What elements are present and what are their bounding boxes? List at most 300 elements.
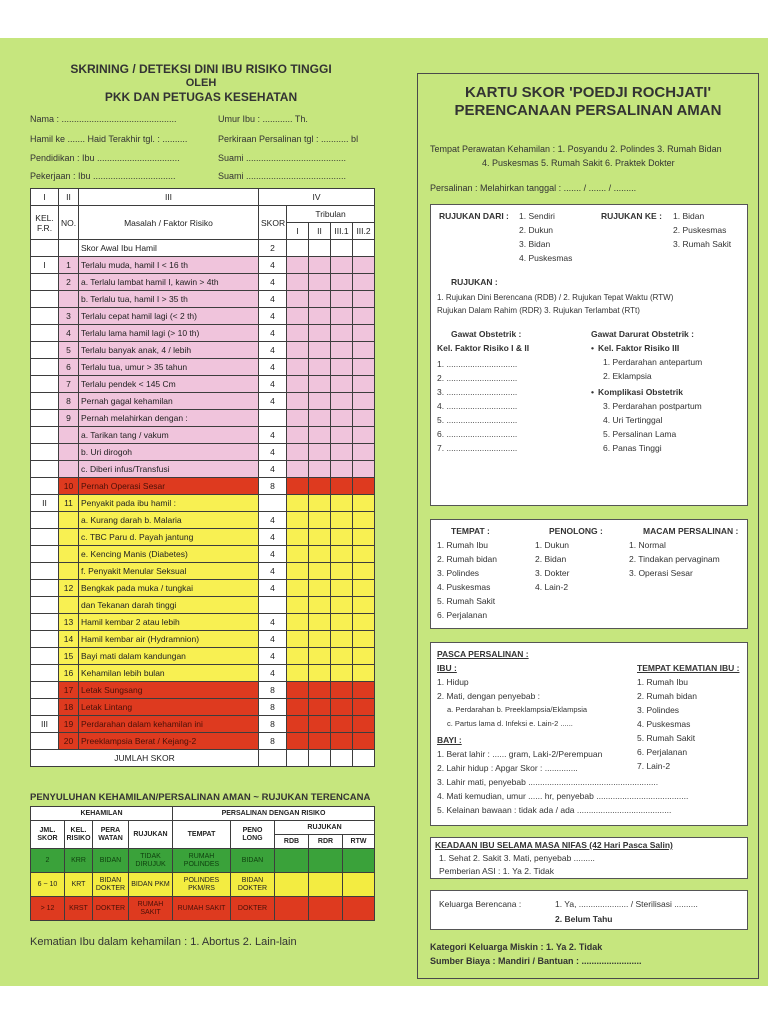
kel-fr-label: Kel. Faktor Risiko I & II: [437, 343, 530, 353]
nifas-box: [430, 837, 748, 879]
macam-persalinan-item: 1. Normal: [629, 540, 666, 550]
tribulan-cell[interactable]: [287, 359, 309, 376]
header-rujukan-kehamilan: RUJUKAN: [129, 821, 173, 849]
jumlah-tribulan-cell[interactable]: [331, 750, 353, 767]
tempat-kematian-item: 6. Perjalanan: [637, 747, 688, 757]
masalah-cell: Pernah gagal kehamilan: [79, 393, 259, 410]
tribulan-cell[interactable]: [309, 478, 331, 495]
pasca-label: PASCA PERSALINAN :: [437, 649, 529, 659]
id-pendidikan: Pendidikan : Ibu .................................: [30, 153, 180, 163]
kel-fr-cell: [31, 359, 59, 376]
tribulan-cell[interactable]: [353, 665, 375, 682]
komplikasi-item: 5. Persalinan Lama: [603, 429, 677, 439]
tribulan-cell[interactable]: [287, 444, 309, 461]
masalah-cell: Pernah melahirkan dengan :: [79, 410, 259, 427]
tribulan-cell[interactable]: [331, 257, 353, 274]
tribulan-cell[interactable]: [287, 682, 309, 699]
tribulan-cell[interactable]: [331, 597, 353, 614]
header-kel-fr: KEL. F.R.: [31, 206, 59, 240]
no-cell: 15: [59, 648, 79, 665]
tribulan-cell[interactable]: [331, 359, 353, 376]
penyuluhan-cell[interactable]: [275, 897, 309, 921]
tribulan-cell[interactable]: [287, 631, 309, 648]
tribulan-cell[interactable]: [309, 563, 331, 580]
kel-fr-cell: [31, 597, 59, 614]
masalah-cell: f. Penyakit Menular Seksual: [79, 563, 259, 580]
tribulan-cell[interactable]: [331, 478, 353, 495]
tribulan-cell[interactable]: [331, 716, 353, 733]
tribulan-cell[interactable]: [309, 682, 331, 699]
header-rujukan-persalinan: RUJUKAN: [275, 821, 375, 835]
penyuluhan-row: [31, 897, 375, 921]
tribulan-cell[interactable]: [309, 733, 331, 750]
tribulan-cell[interactable]: [353, 563, 375, 580]
no-cell: 13: [59, 614, 79, 631]
nifas-row-2: Pemberian ASI : 1. Ya 2. Tidak: [439, 866, 554, 876]
macam-persalinan-item: 2. Tindakan pervaginam: [629, 554, 720, 564]
masalah-cell: Terlalu cepat hamil lagi (< 2 th): [79, 308, 259, 325]
tribulan-cell[interactable]: [287, 580, 309, 597]
ibu-penyebab-2: c. Partus lama d. Infeksi e. Lain-2 ......: [447, 719, 573, 728]
penolong-item: 4. Lain-2: [535, 582, 569, 592]
penyuluhan-cell: RUMAH SAKIT: [173, 897, 231, 921]
tribulan-cell[interactable]: [309, 546, 331, 563]
risk-row: [31, 478, 375, 495]
penolong-label: PENOLONG :: [549, 526, 603, 536]
tribulan-cell[interactable]: [309, 393, 331, 410]
skor-cell: 4: [259, 614, 287, 631]
masalah-cell: a. Terlalu lambat hamil I, kawin > 4th: [79, 274, 259, 291]
tempat-perawatan-2: 4. Puskesmas 5. Rumah Sakit 6. Praktek Dokter: [482, 158, 675, 168]
no-cell: [59, 512, 79, 529]
tribulan-cell[interactable]: [331, 648, 353, 665]
header-skor: SKOR: [259, 206, 287, 240]
skor-cell: 4: [259, 546, 287, 563]
tribulan-cell[interactable]: [287, 291, 309, 308]
risk-row: [31, 495, 375, 512]
skor-cell: 4: [259, 444, 287, 461]
kel-fr-cell: [31, 342, 59, 359]
penyuluhan-cell: BIDAN DOKTER: [93, 873, 129, 897]
tribulan-cell[interactable]: [309, 580, 331, 597]
penyuluhan-title: PENYULUHAN KEHAMILAN/PERSALINAN AMAN ~ RUJUKAN TERENCANA: [30, 792, 371, 803]
tribulan-cell[interactable]: [353, 682, 375, 699]
tempat-item: 3. Polindes: [437, 568, 480, 578]
tribulan-cell[interactable]: [287, 546, 309, 563]
tribulan-cell[interactable]: [331, 546, 353, 563]
tribulan-cell[interactable]: [353, 308, 375, 325]
tribulan-cell[interactable]: [353, 648, 375, 665]
bayi-item: 2. Lahir hidup : Apgar Skor : ..............: [437, 763, 578, 773]
tribulan-cell[interactable]: [287, 478, 309, 495]
risk-row: [31, 699, 375, 716]
no-cell: 8: [59, 393, 79, 410]
tribulan-cell[interactable]: [309, 716, 331, 733]
penyuluhan-cell[interactable]: [309, 873, 343, 897]
tribulan-cell[interactable]: [287, 597, 309, 614]
tribulan-cell[interactable]: [287, 699, 309, 716]
tribulan-cell[interactable]: [287, 274, 309, 291]
penyuluhan-cell: TIDAK DIRUJUK: [129, 849, 173, 873]
header-tribulan: Tribulan: [287, 206, 375, 223]
kel-fr-cell: [31, 529, 59, 546]
komplikasi-label: • Komplikasi Obstetrik: [591, 387, 683, 397]
penyuluhan-table: [30, 806, 375, 921]
skor-cell: 8: [259, 682, 287, 699]
rujukan-ke-item: 3. Rumah Sakit: [673, 239, 732, 249]
penyuluhan-cell: KRST: [65, 897, 93, 921]
no-cell: [59, 444, 79, 461]
tribulan-cell[interactable]: [353, 716, 375, 733]
rujukan-type-2: Rujukan Dalam Rahim (RDR) 3. Rujukan Terlambat (RTt): [437, 306, 640, 315]
masalah-cell: Letak Sungsang: [79, 682, 259, 699]
header-tribulan-4: III.2: [353, 223, 375, 240]
tribulan-cell[interactable]: [331, 580, 353, 597]
gawat-obstetrik-line: 1. ..............................: [437, 359, 518, 369]
masalah-cell: b. Terlalu tua, hamil I > 35 th: [79, 291, 259, 308]
header-penolong: PENO LONG: [231, 821, 275, 849]
gawat-obstetrik-line: 3. ..............................: [437, 387, 518, 397]
tribulan-cell[interactable]: [287, 529, 309, 546]
penyuluhan-cell[interactable]: [343, 873, 375, 897]
gawat-obstetrik-line: 7. ..............................: [437, 443, 518, 453]
penyuluhan-cell: DOKTER: [231, 897, 275, 921]
tribulan-cell[interactable]: [353, 410, 375, 427]
tribulan-cell[interactable]: [353, 733, 375, 750]
no-cell: [59, 563, 79, 580]
penolong-item: 3. Dokter: [535, 568, 570, 578]
komplikasi-item: 4. Uri Tertinggal: [603, 415, 663, 425]
no-cell: [59, 546, 79, 563]
rujukan-dari-label: RUJUKAN DARI :: [439, 211, 509, 221]
skor-cell: 4: [259, 274, 287, 291]
tribulan-cell[interactable]: [331, 699, 353, 716]
tempat-item: 2. Rumah bidan: [437, 554, 498, 564]
no-cell: 17: [59, 682, 79, 699]
penyuluhan-cell: KRR: [65, 849, 93, 873]
kartu-title: KARTU SKOR 'POEDJI ROCHJATI' PERENCANAAN PERSALINAN AMAN: [454, 84, 722, 119]
tribulan-cell[interactable]: [309, 597, 331, 614]
tribulan-cell[interactable]: [287, 665, 309, 682]
skor-card: [0, 38, 768, 986]
risk-row: [31, 563, 375, 580]
no-cell: 19: [59, 716, 79, 733]
nifas-row-1: 1. Sehat 2. Sakit 3. Mati, penyebab .........: [439, 853, 595, 863]
tribulan-cell[interactable]: [353, 495, 375, 512]
tribulan-cell[interactable]: [309, 308, 331, 325]
tribulan-cell[interactable]: [353, 699, 375, 716]
jumlah-tribulan-cell[interactable]: [309, 750, 331, 767]
tribulan-cell[interactable]: [353, 614, 375, 631]
tribulan-cell[interactable]: [331, 342, 353, 359]
tribulan-cell[interactable]: [287, 716, 309, 733]
tribulan-cell[interactable]: [353, 274, 375, 291]
masalah-cell: Hamil kembar 2 atau lebih: [79, 614, 259, 631]
penyuluhan-cell: BIDAN: [231, 849, 275, 873]
penyuluhan-cell[interactable]: [309, 849, 343, 873]
header-rtw: RTW: [343, 835, 375, 849]
no-cell: 2: [59, 274, 79, 291]
masalah-cell: b. Uri dirogoh: [79, 444, 259, 461]
tribulan-cell[interactable]: [287, 495, 309, 512]
tribulan-cell[interactable]: [331, 614, 353, 631]
penyuluhan-cell: BIDAN: [93, 849, 129, 873]
tribulan-cell[interactable]: [309, 427, 331, 444]
tribulan-cell[interactable]: [331, 563, 353, 580]
tribulan-cell[interactable]: [287, 376, 309, 393]
no-cell: 18: [59, 699, 79, 716]
no-cell: 5: [59, 342, 79, 359]
tribulan-cell[interactable]: [309, 410, 331, 427]
no-cell: 4: [59, 325, 79, 342]
col-iii: III: [79, 189, 259, 206]
kel-fr-cell: [31, 393, 59, 410]
no-cell: 14: [59, 631, 79, 648]
bayi-label: BAYI :: [437, 735, 462, 745]
no-cell: 10: [59, 478, 79, 495]
tribulan-cell[interactable]: [309, 631, 331, 648]
penyuluhan-row: [31, 873, 375, 897]
kel-fr-cell: [31, 648, 59, 665]
masalah-cell: Penyakit pada ibu hamil :: [79, 495, 259, 512]
tempat-perawatan: Tempat Perawatan Kehamilan : 1. Posyandu 2. Polindes 3. Rumah Bidan: [430, 144, 722, 154]
rujukan-dari-item: 3. Bidan: [519, 239, 551, 249]
tribulan-cell[interactable]: [287, 427, 309, 444]
tribulan-cell[interactable]: [353, 393, 375, 410]
tribulan-cell[interactable]: [331, 733, 353, 750]
rujukan-dari-item: 1. Sendiri: [519, 211, 555, 221]
tribulan-cell[interactable]: [309, 325, 331, 342]
bayi-item: 5. Kelainan bawaan : tidak ada / ada ........................................: [437, 805, 672, 815]
risk-row: [31, 682, 375, 699]
risk-row: [31, 427, 375, 444]
tribulan-cell[interactable]: [353, 359, 375, 376]
gawat-obstetrik-line: 2. ..............................: [437, 373, 518, 383]
kel-fr-cell: [31, 308, 59, 325]
kartu-skor-panel: [417, 73, 759, 979]
no-cell: 16: [59, 665, 79, 682]
tribulan-cell[interactable]: [309, 274, 331, 291]
screening-title: SKRINING / DETEKSI DINI IBU RISIKO TINGGI OLEH PKK DAN PETUGAS KESEHATAN: [70, 62, 332, 104]
tribulan-cell[interactable]: [309, 648, 331, 665]
tribulan-cell[interactable]: [309, 444, 331, 461]
skor-cell: 4: [259, 563, 287, 580]
kb-box: [430, 890, 748, 930]
tribulan-cell[interactable]: [309, 376, 331, 393]
jumlah-tribulan-cell[interactable]: [353, 750, 375, 767]
risk-row: [31, 257, 375, 274]
tribulan-cell[interactable]: [353, 325, 375, 342]
tribulan-cell[interactable]: [309, 257, 331, 274]
jumlah-row: [31, 750, 375, 767]
tribulan-cell[interactable]: [353, 291, 375, 308]
tribulan-cell[interactable]: [331, 393, 353, 410]
tribulan-cell[interactable]: [331, 631, 353, 648]
id-nama: Nama : ..............................................: [30, 114, 177, 124]
tribulan-cell[interactable]: [287, 325, 309, 342]
tribulan-cell[interactable]: [353, 529, 375, 546]
ibu-item: 2. Mati, dengan penyebab :: [437, 691, 541, 701]
risk-row: [31, 665, 375, 682]
header-tribulan-1: I: [287, 223, 309, 240]
id-pekerjaan: Pekerjaan : Ibu .................................: [30, 171, 176, 181]
penolong-item: 1. Dukun: [535, 540, 570, 550]
skor-cell: 4: [259, 257, 287, 274]
skor-cell: 4: [259, 359, 287, 376]
risk-row: [31, 733, 375, 750]
penyuluhan-cell: > 12: [31, 897, 65, 921]
tribulan-cell[interactable]: [353, 444, 375, 461]
risk-row: [31, 631, 375, 648]
tribulan-cell[interactable]: [331, 495, 353, 512]
fr3-item: 2. Eklampsia: [603, 371, 652, 381]
rujukan-box: [430, 204, 748, 506]
fr3-item: 1. Perdarahan antepartum: [603, 357, 703, 367]
sumber-biaya: Sumber Biaya : Mandiri / Bantuan : ........................: [430, 956, 642, 966]
tribulan-cell[interactable]: [353, 631, 375, 648]
skor-cell: 4: [259, 631, 287, 648]
tribulan-cell[interactable]: [331, 529, 353, 546]
risk-row: [31, 546, 375, 563]
skor-cell: [259, 597, 287, 614]
tribulan-cell[interactable]: [353, 427, 375, 444]
jumlah-skor-cell[interactable]: [259, 750, 287, 767]
penyuluhan-cell[interactable]: [343, 849, 375, 873]
header-perawatan: PERA WATAN: [93, 821, 129, 849]
skor-cell: 4: [259, 580, 287, 597]
kel-fr-cell: [31, 733, 59, 750]
masalah-cell: Terlalu banyak anak, 4 / lebih: [79, 342, 259, 359]
tribulan-cell[interactable]: [353, 461, 375, 478]
penolong-item: 2. Bidan: [535, 554, 567, 564]
masalah-cell: Letak Lintang: [79, 699, 259, 716]
tribulan-cell[interactable]: [331, 427, 353, 444]
gawat-darurat-label: Gawat Darurat Obstetrik :: [591, 329, 694, 339]
kategori-miskin: Kategori Keluarga Miskin : 1. Ya 2. Tidak: [430, 942, 603, 952]
kel-fr-cell: [31, 563, 59, 580]
masalah-cell: Kehamilan lebih bulan: [79, 665, 259, 682]
tribulan-cell[interactable]: [353, 376, 375, 393]
tempat-item: 5. Rumah Sakit: [437, 596, 496, 606]
tribulan-cell[interactable]: [309, 359, 331, 376]
bayi-item: 4. Mati kemudian, umur ...... hr, penyebab .......................................: [437, 791, 689, 801]
kel-fr-cell: [31, 512, 59, 529]
tribulan-cell[interactable]: [331, 308, 353, 325]
tribulan-cell[interactable]: [287, 342, 309, 359]
penyuluhan-cell[interactable]: [309, 897, 343, 921]
tribulan-cell[interactable]: [353, 546, 375, 563]
tribulan-cell[interactable]: [309, 512, 331, 529]
header-rdr: RDR: [309, 835, 343, 849]
penyuluhan-cell[interactable]: [275, 873, 309, 897]
kb-label: Keluarga Berencana :: [439, 899, 522, 909]
masalah-cell: Terlalu pendek < 145 Cm: [79, 376, 259, 393]
jumlah-tribulan-cell[interactable]: [287, 750, 309, 767]
tribulan-cell[interactable]: [309, 342, 331, 359]
tribulan-cell[interactable]: [331, 291, 353, 308]
tempat-kematian-item: 4. Puskesmas: [637, 719, 691, 729]
tribulan-cell[interactable]: [331, 665, 353, 682]
risk-row: [31, 342, 375, 359]
penyuluhan-cell[interactable]: [275, 849, 309, 873]
tribulan-cell[interactable]: [287, 563, 309, 580]
kel-fr-cell: [31, 461, 59, 478]
pasca-persalinan-box: [430, 642, 748, 826]
skor-cell: 4: [259, 427, 287, 444]
tribulan-cell[interactable]: [287, 512, 309, 529]
macam-persalinan-item: 3. Operasi Sesar: [629, 568, 693, 578]
tribulan-cell[interactable]: [287, 308, 309, 325]
tribulan-cell[interactable]: [309, 291, 331, 308]
no-cell: [59, 427, 79, 444]
tribulan-cell[interactable]: [309, 461, 331, 478]
tribulan-cell[interactable]: [331, 325, 353, 342]
penyuluhan-cell: RUMAH SAKIT: [129, 897, 173, 921]
header-tempat: TEMPAT: [173, 821, 231, 849]
skor-awal-row: [31, 240, 375, 257]
skor-cell: 4: [259, 512, 287, 529]
tribulan-cell[interactable]: [287, 648, 309, 665]
tribulan-cell[interactable]: [353, 597, 375, 614]
masalah-cell: Terlalu lama hamil lagi (> 10 th): [79, 325, 259, 342]
tribulan-cell[interactable]: [331, 461, 353, 478]
tribulan-cell[interactable]: [353, 512, 375, 529]
tribulan-cell[interactable]: [353, 478, 375, 495]
masalah-cell: a. Kurang darah b. Malaria: [79, 512, 259, 529]
kel-fr-cell: [31, 546, 59, 563]
tribulan-cell[interactable]: [331, 444, 353, 461]
tempat-kematian-item: 3. Polindes: [637, 705, 680, 715]
kel-fr-cell: [31, 631, 59, 648]
risk-row: [31, 529, 375, 546]
tribulan-cell[interactable]: [287, 461, 309, 478]
tribulan-cell[interactable]: [309, 529, 331, 546]
tribulan-cell[interactable]: [309, 665, 331, 682]
tribulan-cell[interactable]: [353, 342, 375, 359]
tribulan-cell[interactable]: [287, 410, 309, 427]
col-ii: II: [59, 189, 79, 206]
kb-option-1: 1. Ya, ..................... / Sterilisasi ..........: [555, 899, 698, 909]
kel-fr-cell: III: [31, 716, 59, 733]
skor-cell: 4: [259, 342, 287, 359]
tribulan-cell[interactable]: [287, 733, 309, 750]
tribulan-cell[interactable]: [331, 410, 353, 427]
tribulan-cell[interactable]: [331, 274, 353, 291]
masalah-cell: dan Tekanan darah tinggi: [79, 597, 259, 614]
header-tribulan-3: III.1: [331, 223, 353, 240]
rujukan-type-1: 1. Rujukan Dini Berencana (RDB) / 2. Rujukan Tepat Waktu (RTW): [437, 293, 674, 302]
tribulan-cell[interactable]: [287, 614, 309, 631]
tribulan-cell[interactable]: [353, 257, 375, 274]
masalah-cell: Hamil kembar air (Hydramnion): [79, 631, 259, 648]
tribulan-cell[interactable]: [331, 376, 353, 393]
tribulan-cell[interactable]: [309, 614, 331, 631]
tribulan-cell[interactable]: [287, 257, 309, 274]
penyuluhan-cell[interactable]: [343, 897, 375, 921]
header-rdb: RDB: [275, 835, 309, 849]
tribulan-cell[interactable]: [331, 682, 353, 699]
tribulan-cell[interactable]: [353, 580, 375, 597]
header-persalinan-risiko: PERSALINAN DENGAN RISIKO: [173, 807, 375, 821]
kel-fr-cell: [31, 478, 59, 495]
risk-row: [31, 716, 375, 733]
no-cell: [59, 291, 79, 308]
tribulan-cell[interactable]: [287, 393, 309, 410]
tribulan-cell[interactable]: [331, 512, 353, 529]
tribulan-cell[interactable]: [309, 495, 331, 512]
tribulan-cell[interactable]: [309, 699, 331, 716]
header-kel-risiko: KEL. RISIKO: [65, 821, 93, 849]
